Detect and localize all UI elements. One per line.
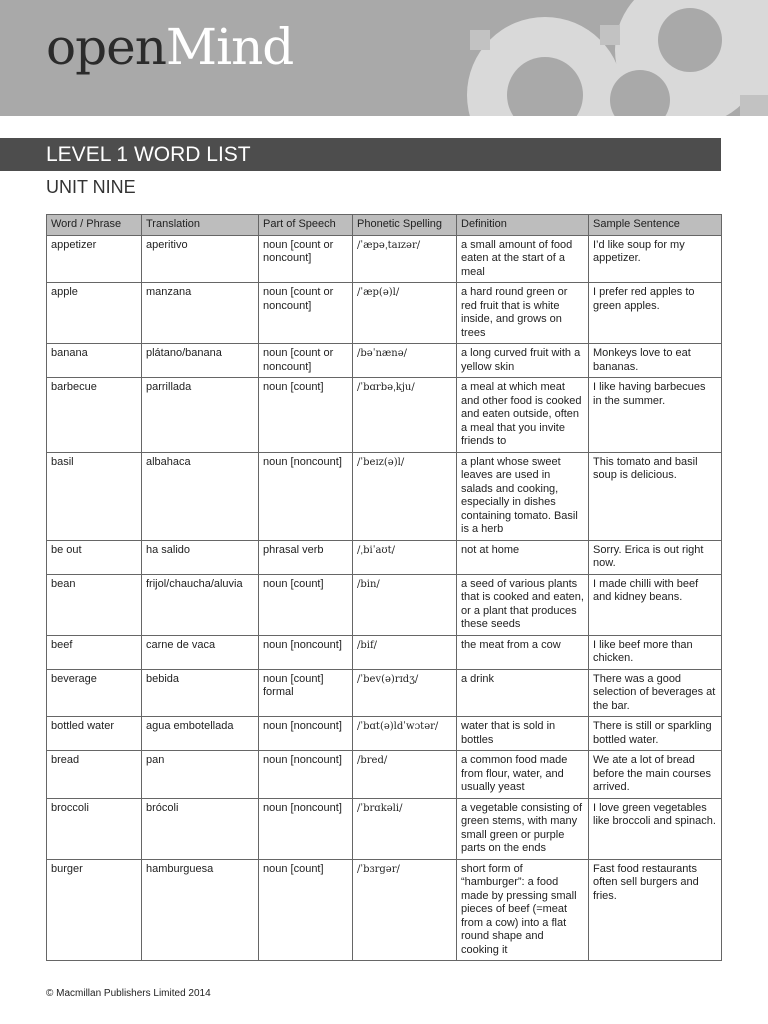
word-cell: banana — [47, 344, 142, 378]
word-cell: be out — [47, 540, 142, 574]
header-definition: Definition — [457, 215, 589, 236]
part-of-speech-cell: noun [noncount] — [259, 798, 353, 859]
part-of-speech-cell: noun [noncount] — [259, 635, 353, 669]
translation-cell: manzana — [142, 283, 259, 344]
definition-cell: not at home — [457, 540, 589, 574]
phonetic-cell: /ˈbɜrgər/ — [353, 859, 457, 961]
definition-cell: a seed of various plants that is cooked and eaten, or a plant that produces these seeds — [457, 574, 589, 635]
sentence-cell: I’d like soup for my appetizer. — [589, 235, 722, 283]
openmind-logo: openMind — [46, 18, 294, 76]
sentence-cell: Monkeys love to eat bananas. — [589, 344, 722, 378]
word-list-table — [46, 214, 722, 961]
part-of-speech-cell: noun [noncount] — [259, 717, 353, 751]
definition-cell: a vegetable consisting of green stems, with many small green or purple parts on the ends — [457, 798, 589, 859]
phonetic-cell: /ˌbiˈaʊt/ — [353, 540, 457, 574]
table-row — [47, 798, 722, 859]
phonetic-cell: /ˈbev(ə)rɪdʒ/ — [353, 669, 457, 717]
sentence-cell: I love green vegetables like broccoli and spinach. — [589, 798, 722, 859]
sentence-cell: I like having barbecues in the summer. — [589, 378, 722, 453]
phonetic-cell: /ˈbrɑkəli/ — [353, 798, 457, 859]
part-of-speech-cell: noun [count] — [259, 574, 353, 635]
definition-cell: a common food made from flour, water, and usually yeast — [457, 751, 589, 799]
part-of-speech-cell: noun [count] — [259, 378, 353, 453]
phonetic-cell: /bif/ — [353, 635, 457, 669]
header-phonetic: Phonetic Spelling — [353, 215, 457, 236]
unit-heading: UNIT NINE — [46, 177, 136, 197]
word-cell: bottled water — [47, 717, 142, 751]
header-part-of-speech: Part of Speech — [259, 215, 353, 236]
header-sample-sentence: Sample Sentence — [589, 215, 722, 236]
copyright-footer: © Macmillan Publishers Limited 2014 — [46, 988, 211, 999]
sentence-cell: There is still or sparkling bottled water. — [589, 717, 722, 751]
phonetic-cell: /bəˈnænə/ — [353, 344, 457, 378]
definition-cell: a drink — [457, 669, 589, 717]
definition-cell: a plant whose sweet leaves are used in salads and cooking, especially in dishes containing tomato. Basil is a herb — [457, 452, 589, 540]
part-of-speech-cell: noun [count or noncount] — [259, 283, 353, 344]
table-row — [47, 283, 722, 344]
phonetic-cell: /ˈbeɪz(ə)l/ — [353, 452, 457, 540]
translation-cell: plátano/banana — [142, 344, 259, 378]
phonetic-cell: /bred/ — [353, 751, 457, 799]
phonetic-cell: /ˈæp(ə)l/ — [353, 283, 457, 344]
header-translation: Translation — [142, 215, 259, 236]
sentence-cell: There was a good selection of beverages at the bar. — [589, 669, 722, 717]
definition-cell: water that is sold in bottles — [457, 717, 589, 751]
translation-cell: hamburguesa — [142, 859, 259, 961]
word-cell: broccoli — [47, 798, 142, 859]
table-row — [47, 574, 722, 635]
part-of-speech-cell: noun [count] formal — [259, 669, 353, 717]
part-of-speech-cell: noun [count or noncount] — [259, 344, 353, 378]
translation-cell: albahaca — [142, 452, 259, 540]
part-of-speech-cell: phrasal verb — [259, 540, 353, 574]
table-row — [47, 859, 722, 961]
sentence-cell: Sorry. Erica is out right now. — [589, 540, 722, 574]
sentence-cell: I made chilli with beef and kidney beans. — [589, 574, 722, 635]
definition-cell: short form of “hamburger”: a food made by pressing small pieces of beef (=meat from a cow) into a flat round shape and cooking it — [457, 859, 589, 961]
translation-cell: frijol/chaucha/aluvia — [142, 574, 259, 635]
header-word: Word / Phrase — [47, 215, 142, 236]
sentence-cell: Fast food restaurants often sell burgers and fries. — [589, 859, 722, 961]
part-of-speech-cell: noun [count] — [259, 859, 353, 961]
phonetic-cell: /ˈbɑt(ə)ldˈwɔtər/ — [353, 717, 457, 751]
word-cell: apple — [47, 283, 142, 344]
table-row — [47, 540, 722, 574]
table-row — [47, 635, 722, 669]
sentence-cell: This tomato and basil soup is delicious. — [589, 452, 722, 540]
table-row — [47, 717, 722, 751]
table-row — [47, 235, 722, 283]
word-cell: bean — [47, 574, 142, 635]
title-bar — [0, 138, 721, 171]
table-header-row — [47, 215, 722, 236]
definition-cell: a meal at which meat and other food is cooked and eaten outside, often a meal that you invite friends to — [457, 378, 589, 453]
part-of-speech-cell: noun [noncount] — [259, 751, 353, 799]
table-row — [47, 452, 722, 540]
translation-cell: parrillada — [142, 378, 259, 453]
table-row — [47, 751, 722, 799]
translation-cell: ha salido — [142, 540, 259, 574]
word-cell: appetizer — [47, 235, 142, 283]
translation-cell: aperitivo — [142, 235, 259, 283]
translation-cell: bebida — [142, 669, 259, 717]
word-cell: basil — [47, 452, 142, 540]
header-banner — [0, 0, 768, 116]
phonetic-cell: /bin/ — [353, 574, 457, 635]
word-cell: beef — [47, 635, 142, 669]
page-title: LEVEL 1 WORD LIST — [46, 143, 251, 166]
sentence-cell: I prefer red apples to green apples. — [589, 283, 722, 344]
table-row — [47, 378, 722, 453]
word-cell: bread — [47, 751, 142, 799]
part-of-speech-cell: noun [count or noncount] — [259, 235, 353, 283]
definition-cell: a long curved fruit with a yellow skin — [457, 344, 589, 378]
word-cell: barbecue — [47, 378, 142, 453]
word-cell: burger — [47, 859, 142, 961]
sentence-cell: I like beef more than chicken. — [589, 635, 722, 669]
table-row — [47, 669, 722, 717]
translation-cell: carne de vaca — [142, 635, 259, 669]
translation-cell: pan — [142, 751, 259, 799]
definition-cell: a hard round green or red fruit that is white inside, and grows on trees — [457, 283, 589, 344]
translation-cell: brócoli — [142, 798, 259, 859]
phonetic-cell: /ˈbɑrbəˌkju/ — [353, 378, 457, 453]
definition-cell: the meat from a cow — [457, 635, 589, 669]
phonetic-cell: /ˈæpəˌtaɪzər/ — [353, 235, 457, 283]
word-cell: beverage — [47, 669, 142, 717]
definition-cell: a small amount of food eaten at the start of a meal — [457, 235, 589, 283]
table-row — [47, 344, 722, 378]
translation-cell: agua embotellada — [142, 717, 259, 751]
sentence-cell: We ate a lot of bread before the main courses arrived. — [589, 751, 722, 799]
part-of-speech-cell: noun [noncount] — [259, 452, 353, 540]
